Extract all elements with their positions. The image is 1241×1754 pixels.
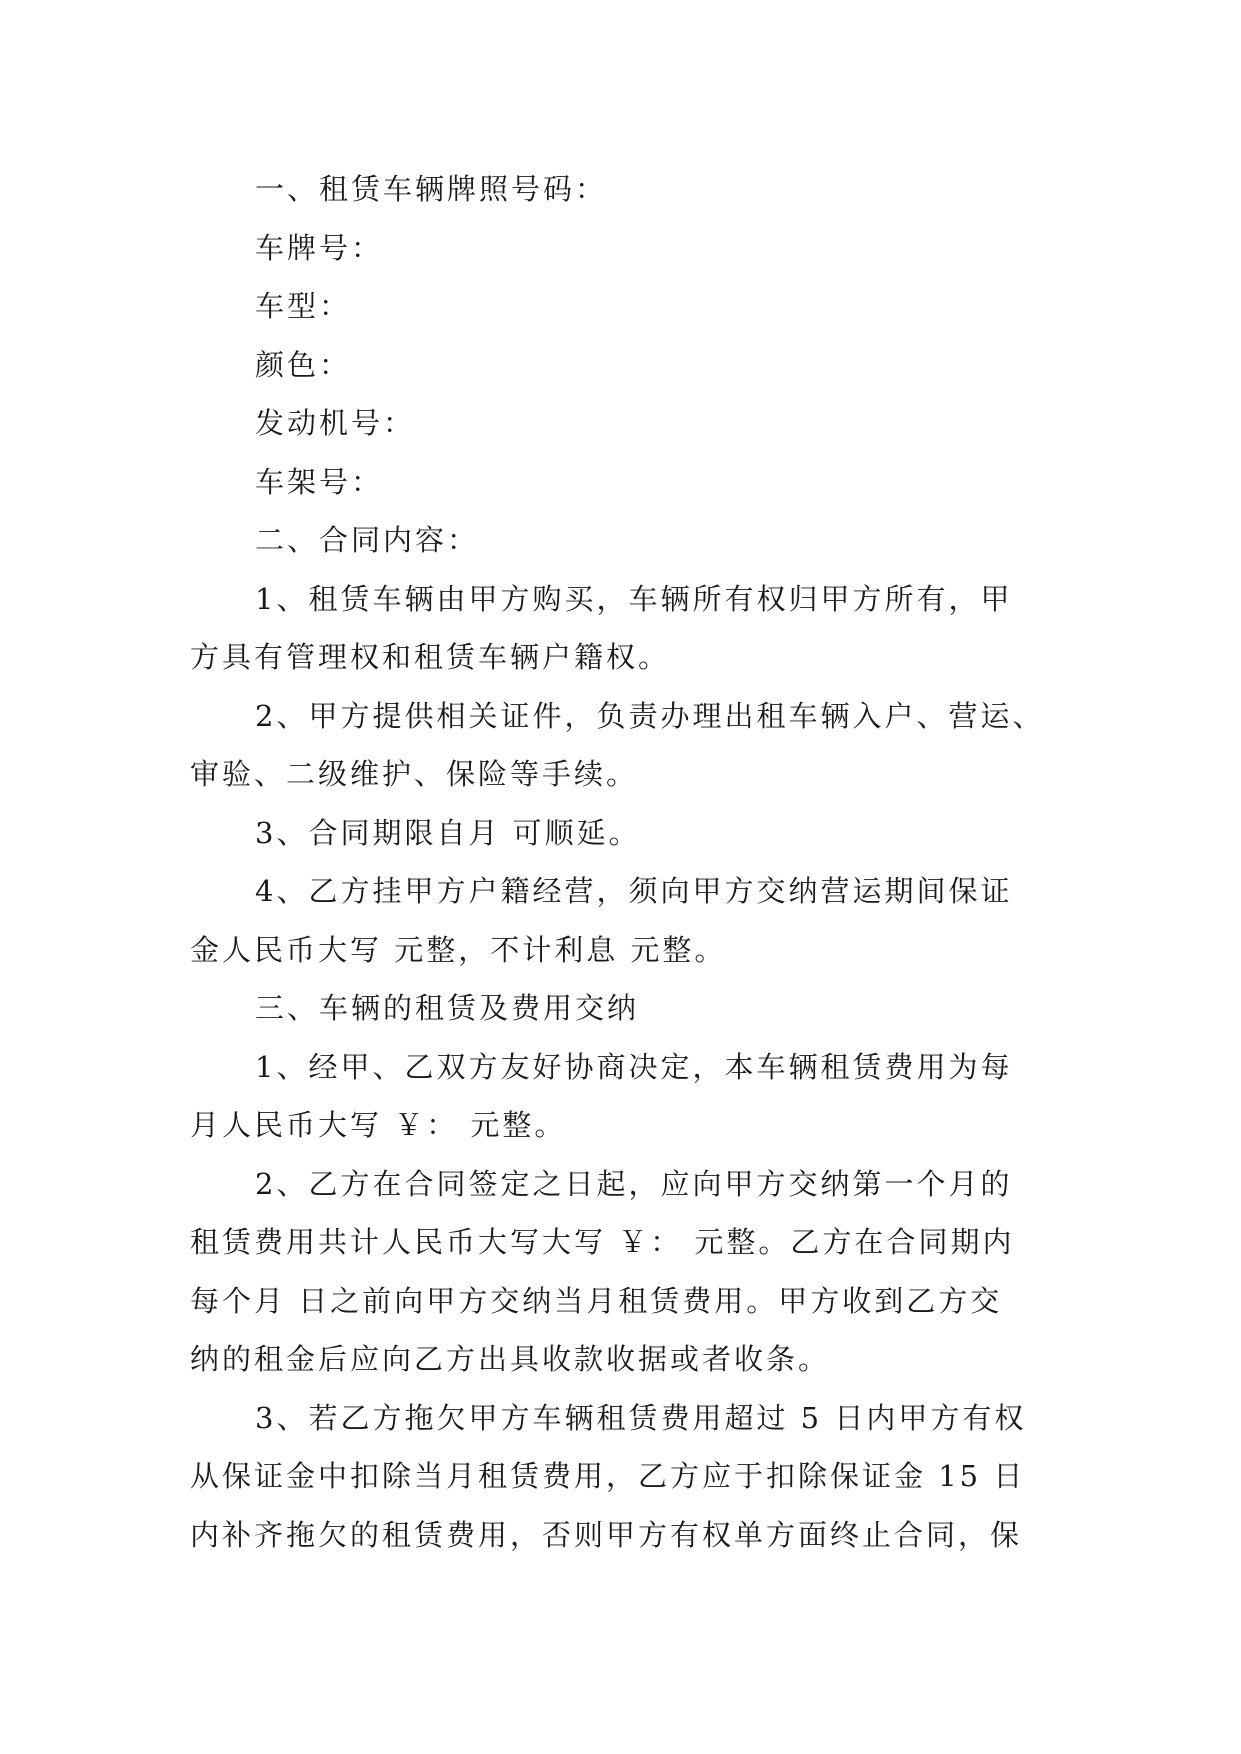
clause-1-line-2: 方具有管理权和租赁车辆户籍权。 (190, 640, 671, 674)
clause-1-line-1: 1、租赁车辆由甲方购买，车辆所有权归甲方所有，甲 (255, 581, 1013, 616)
section-heading-plate: 一、租赁车辆牌照号码： (255, 172, 608, 206)
clause-2-line-2: 审验、二级维护、保险等手续。 (190, 757, 639, 791)
field-color: 颜色： (255, 347, 352, 382)
clause-4-line-2: 金人民币大写 元整，不计利息 元整。 (190, 932, 727, 967)
rental-clause-3-line-3: 内补齐拖欠的租赁费用，否则甲方有权单方面终止合同，保 (190, 1517, 1023, 1552)
clause-2-line-1: 2、甲方提供相关证件，负责办理出租车辆入户、营运、 (255, 698, 1045, 733)
field-engine-number: 发动机号： (255, 406, 416, 440)
field-plate-number: 车牌号： (255, 230, 384, 265)
document-body (190, 160, 1070, 1564)
rental-clause-3-line-1: 3、若乙方拖欠甲方车辆租赁费用超过 5 日内甲方有权 (255, 1400, 1027, 1435)
field-vehicle-model: 车型： (255, 289, 352, 323)
clause-4-line-1: 4、乙方挂甲方户籍经营，须向甲方交纳营运期间保证 (255, 874, 1013, 908)
rental-clause-3-line-2: 从保证金中扣除当月租赁费用，乙方应于扣除保证金 15 日 (190, 1459, 1026, 1493)
clause-3-line-1: 3、合同期限自月 可顺延。 (255, 815, 641, 850)
rental-clause-2-line-4: 纳的租金后应向乙方出具收款收据或者收条。 (190, 1342, 831, 1376)
rental-clause-1-line-2: 月人民币大写 ￥： 元整。 (190, 1108, 567, 1142)
rental-clause-2-line-3: 每个月 日之前向甲方交纳当月租赁费用。甲方收到乙方交 (190, 1283, 1003, 1318)
rental-clause-2-line-1: 2、乙方在合同签定之日起，应向甲方交纳第一个月的 (255, 1166, 1013, 1201)
rental-clause-2-line-2: 租赁费用共计人民币大写大写 ￥： 元整。乙方在合同期内 (190, 1225, 1015, 1259)
field-frame-number: 车架号： (255, 464, 384, 499)
section-heading-rental: 三、车辆的租赁及费用交纳 (255, 991, 640, 1025)
rental-clause-1-line-1: 1、经甲、乙双方友好协商决定，本车辆租赁费用为每 (255, 1049, 1013, 1084)
section-heading-contract: 二、合同内容： (255, 523, 480, 557)
